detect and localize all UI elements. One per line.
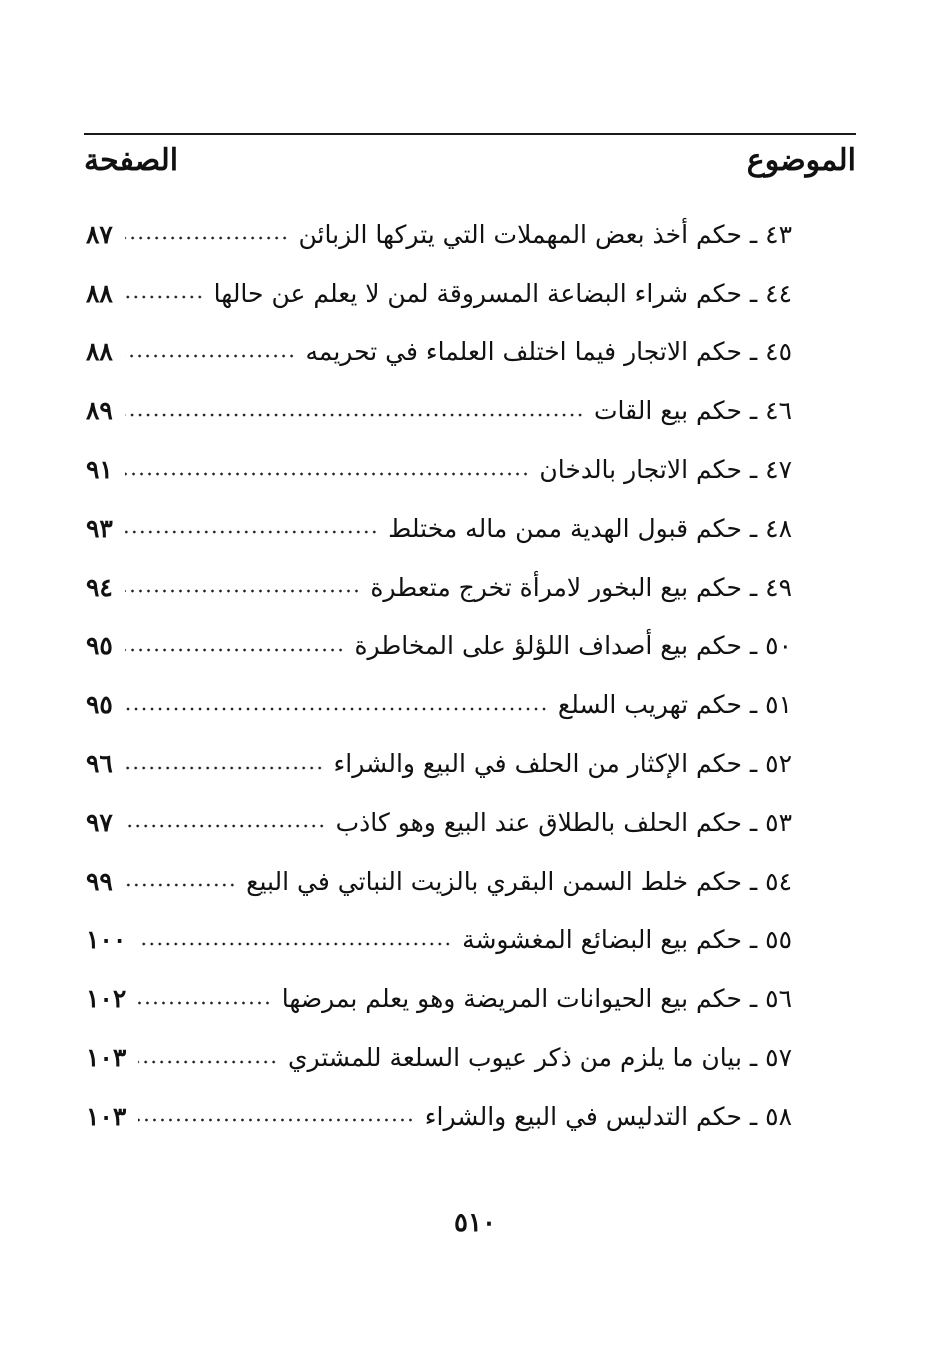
dot-leader xyxy=(125,412,584,418)
toc-entry xyxy=(86,852,792,911)
toc-entry xyxy=(86,499,792,558)
toc-entry-page: ٩٩ xyxy=(86,866,113,896)
toc-entry-title: ٥٣ ـ حكم الحلف بالطلاق عند البيع وهو كاذب xyxy=(335,807,792,837)
table-of-contents xyxy=(86,205,792,1146)
toc-entry-title: ٤٨ ـ حكم قبول الهدية ممن ماله مختلط xyxy=(388,513,792,543)
toc-entry-title: ٥١ ـ حكم تهريب السلع xyxy=(557,690,792,720)
toc-entry-title: ٤٣ ـ حكم أخذ بعض المهملات التي يتركها الزبائن xyxy=(298,219,792,249)
toc-entry-page: ٩٦ xyxy=(86,749,113,779)
toc-entry xyxy=(86,675,792,734)
toc-entry xyxy=(86,264,792,323)
dot-leader xyxy=(138,1000,271,1006)
toc-entry xyxy=(86,1087,792,1146)
toc-entry xyxy=(86,793,792,852)
toc-entry-title: ٤٤ ـ حكم شراء البضاعة المسروقة لمن لا يعلم عن حالها xyxy=(213,278,792,308)
toc-entry xyxy=(86,558,792,617)
dot-leader xyxy=(125,706,548,712)
dot-leader xyxy=(138,941,452,947)
toc-entry xyxy=(86,911,792,970)
toc-entry-title: ٥٢ ـ حكم الإكثار من الحلف في البيع والشراء xyxy=(333,749,792,779)
toc-entry xyxy=(86,205,792,264)
dot-leader xyxy=(125,588,360,594)
toc-entry-title: ٥٠ ـ حكم بيع أصداف اللؤلؤ على المخاطرة xyxy=(354,631,792,661)
toc-entry xyxy=(86,1028,792,1087)
toc-entry-page: ٩٣ xyxy=(86,513,113,543)
header-rule xyxy=(84,133,856,135)
dot-leader xyxy=(125,235,289,241)
toc-entry-page: ٨٩ xyxy=(86,396,113,426)
toc-entry xyxy=(86,381,792,440)
page-number: ٥١٠ xyxy=(454,1208,496,1238)
dot-leader xyxy=(125,765,324,771)
dot-leader xyxy=(125,471,530,477)
dot-leader xyxy=(138,1117,414,1123)
dot-leader xyxy=(125,294,204,300)
dot-leader xyxy=(138,1059,278,1065)
toc-entry-page: ٨٧ xyxy=(86,219,113,249)
dot-leader xyxy=(125,529,378,535)
toc-entry-title: ٥٦ ـ حكم بيع الحيوانات المريضة وهو يعلم بمرضها xyxy=(281,984,792,1014)
dot-leader xyxy=(125,647,345,653)
toc-entry-title: ٤٦ ـ حكم بيع القات xyxy=(593,396,792,426)
toc-entry-page: ١٠٣ xyxy=(86,1101,127,1131)
toc-entry-page: ١٠٢ xyxy=(86,984,127,1014)
dot-leader xyxy=(125,823,326,829)
toc-entry xyxy=(86,323,792,382)
dot-leader xyxy=(125,353,296,359)
dot-leader xyxy=(125,882,236,888)
toc-entry-page: ٨٨ xyxy=(86,278,113,308)
toc-entry-page: ٨٨ xyxy=(86,337,113,367)
toc-entry-title: ٤٧ ـ حكم الاتجار بالدخان xyxy=(539,455,792,485)
toc-entry xyxy=(86,617,792,676)
toc-entry-page: ٩٥ xyxy=(86,631,113,661)
toc-entry xyxy=(86,734,792,793)
toc-entry xyxy=(86,969,792,1028)
toc-entry-title: ٥٤ ـ حكم خلط السمن البقري بالزيت النباتي في البيع xyxy=(246,866,792,896)
toc-entry-page: ٩٤ xyxy=(86,572,113,602)
table-header xyxy=(84,138,856,188)
toc-entry-title: ٥٥ ـ حكم بيع البضائع المغشوشة xyxy=(462,925,792,955)
toc-entry xyxy=(86,440,792,499)
toc-entry-page: ٩٧ xyxy=(86,807,113,837)
toc-entry-page: ٩٥ xyxy=(86,690,113,720)
toc-entry-page: ١٠٠ xyxy=(86,925,127,955)
toc-entry-page: ١٠٣ xyxy=(86,1043,127,1073)
page-column-label: الصفحة xyxy=(84,143,179,178)
toc-entry-title: ٥٨ ـ حكم التدليس في البيع والشراء xyxy=(424,1101,792,1131)
topic-column-label: الموضوع xyxy=(746,143,856,178)
toc-entry-title: ٥٧ ـ بيان ما يلزم من ذكر عيوب السلعة للمشتري xyxy=(287,1043,792,1073)
toc-entry-title: ٤٩ ـ حكم بيع البخور لامرأة تخرج متعطرة xyxy=(370,572,792,602)
toc-entry-page: ٩١ xyxy=(86,455,113,485)
toc-entry-title: ٤٥ ـ حكم الاتجار فيما اختلف العلماء في تحريمه xyxy=(305,337,792,367)
